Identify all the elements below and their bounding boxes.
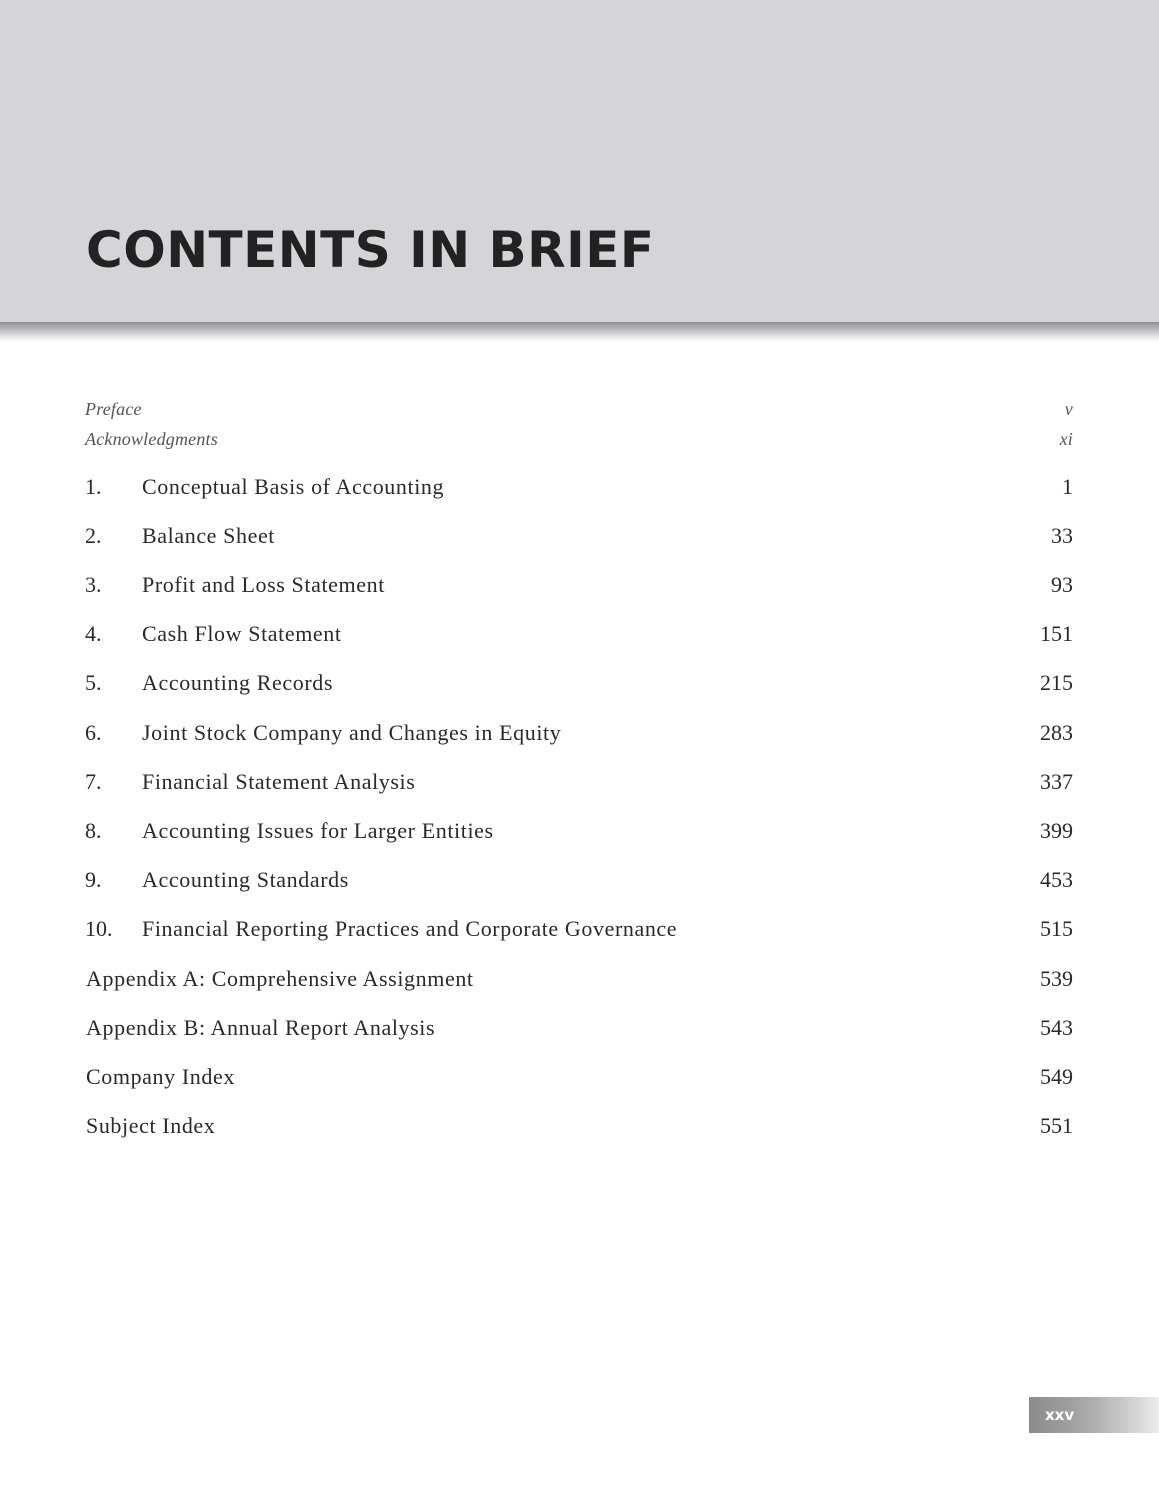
toc-entry-chapter-9[interactable]	[85, 865, 1073, 895]
page-title: CONTENTS IN BRIEF	[86, 221, 655, 279]
toc-entry-appendix-a[interactable]	[85, 964, 1073, 994]
chapter-number: 6.	[85, 720, 102, 745]
toc-entry-chapter-8[interactable]	[85, 816, 1073, 846]
toc-entry-preface[interactable]	[85, 394, 1073, 424]
page-number: xxv	[1045, 1406, 1075, 1424]
index-title: Company Index	[86, 1064, 235, 1089]
toc-entry-page: v	[1064, 399, 1073, 419]
toc-entry-company-index[interactable]	[85, 1062, 1073, 1092]
toc-entry-chapter-2[interactable]	[85, 521, 1073, 551]
toc-entry-title: Preface	[85, 399, 142, 419]
toc-entry-subject-index[interactable]	[85, 1111, 1073, 1141]
chapter-title: Accounting Records	[142, 670, 334, 695]
chapter-title: Financial Reporting Practices and Corporate Governance	[142, 916, 678, 941]
chapter-page: 93	[1051, 572, 1073, 597]
index-page: 551	[1040, 1113, 1073, 1138]
chapter-number: 10.	[85, 916, 113, 941]
appendix-page: 539	[1040, 966, 1073, 991]
chapter-title: Financial Statement Analysis	[142, 769, 416, 794]
chapter-page: 283	[1040, 720, 1073, 745]
appendix-title: Appendix A: Comprehensive Assignment	[86, 966, 474, 991]
chapter-number: 5.	[85, 670, 102, 695]
toc-entry-chapter-1[interactable]	[85, 472, 1073, 502]
page-number-tab	[1029, 1397, 1159, 1433]
chapter-title: Cash Flow Statement	[142, 621, 342, 646]
toc-entry-chapter-6[interactable]	[85, 718, 1073, 748]
chapter-title: Accounting Issues for Larger Entities	[142, 818, 494, 843]
chapter-number: 2.	[85, 523, 102, 548]
chapter-title: Conceptual Basis of Accounting	[142, 474, 445, 499]
toc-entry-chapter-4[interactable]	[85, 619, 1073, 649]
toc-entry-chapter-10[interactable]	[85, 914, 1073, 944]
chapter-number: 4.	[85, 621, 102, 646]
chapter-title: Profit and Loss Statement	[142, 572, 385, 597]
index-page: 549	[1040, 1064, 1073, 1089]
toc-entry-chapter-5[interactable]	[85, 668, 1073, 698]
chapter-title: Joint Stock Company and Changes in Equity	[142, 720, 562, 745]
chapter-page: 515	[1040, 916, 1073, 941]
chapter-page: 33	[1051, 523, 1073, 548]
toc-entry-title: Acknowledgments	[85, 429, 218, 449]
appendix-title: Appendix B: Annual Report Analysis	[86, 1015, 436, 1040]
chapter-page: 1	[1062, 474, 1073, 499]
chapter-number: 9.	[85, 867, 102, 892]
chapter-page: 399	[1040, 818, 1073, 843]
chapter-title: Balance Sheet	[142, 523, 276, 548]
toc-entry-appendix-b[interactable]	[85, 1013, 1073, 1043]
toc-entry-chapter-3[interactable]	[85, 570, 1073, 600]
chapter-page: 453	[1040, 867, 1073, 892]
chapter-number: 1.	[85, 474, 102, 499]
chapter-title: Accounting Standards	[142, 867, 349, 892]
index-title: Subject Index	[86, 1113, 216, 1138]
chapter-number: 8.	[85, 818, 102, 843]
chapter-number: 3.	[85, 572, 102, 597]
toc-entry-page: xi	[1059, 429, 1073, 449]
chapter-page: 215	[1040, 670, 1073, 695]
chapter-number: 7.	[85, 769, 102, 794]
chapter-page: 337	[1040, 769, 1073, 794]
toc-entry-acknowledgments[interactable]	[85, 424, 1073, 454]
appendix-page: 543	[1040, 1015, 1073, 1040]
chapter-page: 151	[1040, 621, 1073, 646]
toc-entry-chapter-7[interactable]	[85, 767, 1073, 797]
header-shadow	[0, 322, 1159, 342]
